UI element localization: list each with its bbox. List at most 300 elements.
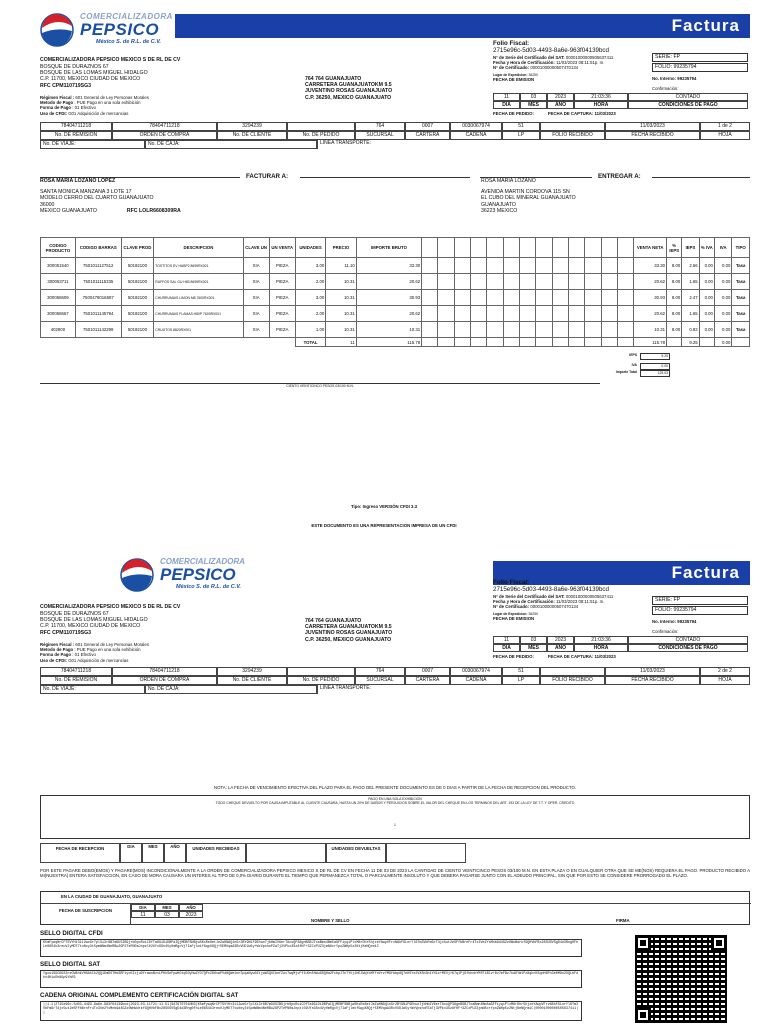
fecha-cert-label: Fecha y Hora de Certificación:	[493, 60, 555, 66]
blank-col	[422, 274, 438, 290]
blank-col	[471, 322, 487, 338]
item-row	[41, 306, 750, 322]
blank-col	[585, 258, 601, 274]
ref-head: No. DE REMISION	[40, 131, 112, 140]
blank-col	[503, 322, 519, 338]
ref-head: No. DE PEDIDO	[287, 131, 355, 140]
item-unidades: 2.00	[295, 274, 325, 290]
terms-line: TODO CHEQUE DEVUELTO POR CAUSA IMPUTABLE AL CLIENTE CAUSARA, HASTA UN 20% DE DAÑOS Y PERJUICIOS SOBRE EL VALOR DEL CHEQUE EN LOS TERMINOS DEL ART. 193 DE LA LEY DE T.T. Y OPER. CREDITO	[215, 801, 575, 805]
emision-head: AÑO	[547, 101, 574, 109]
blank-cell	[699, 338, 714, 347]
ieps-total: 9.25	[640, 353, 670, 360]
blank-col	[552, 258, 568, 274]
branch-address	[305, 618, 392, 643]
blank-col	[471, 306, 487, 322]
item-tipo: Tasa	[732, 306, 750, 322]
item-desc: CHURRUMAIS LIMON M8 7600RX001	[154, 290, 243, 306]
blank-col	[520, 322, 536, 338]
item-barras: 7501011145794	[75, 306, 121, 322]
emision-head: MES	[520, 644, 547, 652]
ref-head: SUCURSAL	[355, 676, 405, 685]
col-head: % IVA	[699, 238, 714, 258]
item-tipo: Tasa	[732, 322, 750, 338]
iva-label: IVA	[631, 363, 637, 367]
item-desc: CHURRUMAIS FLAMAS H80P 7600RX001	[154, 306, 243, 322]
lugar-label: Lugar de Expedicion:	[493, 73, 528, 78]
forma-value: : 01 Efectivo	[72, 105, 96, 111]
ref-head: FECHA RECIBIDO	[605, 676, 700, 685]
pagare-text: POR ESTE PAGARE DEBO(EMOS) Y PAGARE(MOS) INCONDICIONALMENTE A LA ORDEN DE COMERCIALIZADORA PEPSICO MEXICO S DE RL DE CV EN FECHA 11 DE 03 DE 2023 LA CANTIDAD DE CIENTO VEINTICINCO PESOS 03/100 M.N. EN ESTA PLAZA O EN CUALQUIER OTRA QUE SE ME(NOS) REQUIERA EL PAGO. PRODUCTO RECIBIDO A MI(NUESTRA) ENTERA SATISFACCION, EN CASO DE MORA CAUSARA UN INTERES AL TIPO DE 0,0% DIARIO DURANTE EL TIEMPO QUE PERMANEZCA TOTAL O PARCIALMENTE INSOLUTO Y QUE DEBERA PAGARSE JUNTO CON EL ADEUDO PRINCIPAL, SIN QUE POR ESTO SE CONSIDERE PRORROGADO EL PLAZO.	[40, 868, 750, 879]
logo-sub: México S. de R.L. de C.V.	[176, 584, 241, 590]
blank-col	[454, 274, 470, 290]
total-total_label: TOTAL	[295, 338, 325, 347]
item-codigo: 402900	[41, 322, 76, 338]
folio-fiscal-value: 2715e96c-5d03-4493-8a6e-963f04139bcd	[493, 586, 609, 594]
uso-value: G01 Adquisición de mercancias	[68, 657, 129, 663]
ref-head: FECHA RECIBIDO	[605, 131, 700, 140]
blank-col	[552, 238, 568, 258]
blank-cell	[667, 338, 682, 347]
blank-col	[487, 238, 503, 258]
blank-col	[454, 322, 470, 338]
logo-sub: México S. de R.L. de C.V.	[96, 39, 161, 45]
blank-col	[536, 258, 552, 274]
references-table	[40, 667, 750, 694]
emision-mes: 03	[520, 93, 547, 101]
col-head: VENTA NETA	[634, 238, 667, 258]
emision-hora: 21:03:36	[574, 636, 628, 644]
blank-col	[618, 322, 634, 338]
importe-total-label: Importe Total	[615, 370, 637, 374]
item-row	[41, 290, 750, 306]
blank-cell	[454, 338, 470, 347]
facturar-name: ROSA MARIA LOZANO LOPEZ	[40, 178, 116, 184]
emision-dia: 11	[493, 93, 520, 101]
col-head: CLAVE PROD	[121, 238, 154, 258]
blank-cell	[601, 338, 617, 347]
ref-head: No. DE CLIENTE	[217, 131, 287, 140]
blank-col	[536, 306, 552, 322]
ref-value: 764	[355, 122, 405, 131]
blank-col	[471, 290, 487, 306]
cfdi-type: Tipo: Ingreso VERSIÓN CFDI 3.3	[350, 504, 418, 509]
ref-value: 3294239	[217, 667, 287, 676]
divider	[300, 177, 470, 178]
ref-value: 3294239	[217, 122, 287, 131]
item-precio: 10.31	[326, 290, 356, 306]
ref-value	[540, 122, 605, 131]
item-clave: 50192100	[121, 274, 154, 290]
item-unidades: 1.00	[295, 322, 325, 338]
item-unidades: 3.00	[295, 290, 325, 306]
item-precio: 10.31	[326, 322, 356, 338]
uso-label: Uso de CFDI:	[40, 110, 67, 116]
item-iva: 0.00	[714, 290, 731, 306]
ref-head: CARTERA	[405, 131, 450, 140]
blank-col	[520, 274, 536, 290]
emision-head: AÑO	[547, 644, 574, 652]
invoice-page-2	[0, 545, 768, 1024]
item-neta: 30.93	[634, 290, 667, 306]
item-barras: 7501011142299	[75, 322, 121, 338]
item-codigo: 300051540	[41, 258, 76, 274]
blank-col	[520, 238, 536, 258]
item-piva: 0.00	[699, 290, 714, 306]
recepcion-blank	[246, 843, 326, 863]
emision-anio: 2023	[547, 636, 574, 644]
item-venta: PIEZA	[269, 290, 295, 306]
blank-col	[618, 306, 634, 322]
item-importe: 30.93	[356, 290, 421, 306]
fecha-pedido: FECHA DE PEDIDO:	[493, 111, 534, 116]
blank-col	[536, 290, 552, 306]
ref-value: 0030067974	[450, 122, 502, 131]
address-line: C.P. 11700, MEXICO CIUDAD DE MEXICO	[40, 623, 141, 630]
item-clave: 50192100	[121, 290, 154, 306]
emision-head: CONDICIONES DE PAGO	[628, 644, 748, 652]
terms-line: 1	[394, 823, 396, 827]
ref-head: SUCURSAL	[355, 131, 405, 140]
facturar-rfc: RFC LOLR6608309RA	[126, 207, 181, 214]
facturar-block	[40, 178, 181, 214]
col-head: UN VENTA	[269, 238, 295, 258]
recepcion-head: AÑO	[164, 843, 186, 863]
blank-col	[569, 258, 585, 274]
ref-head: HOJA	[700, 676, 750, 685]
item-desc: RUFFOS SAL GU H80 8695RX001	[154, 274, 243, 290]
item-iva: 0.00	[714, 274, 731, 290]
item-un: XIA	[243, 274, 269, 290]
page-number: 1 de 2	[700, 122, 750, 131]
fecha-captura: FECHA DE CAPTURA: 11/03/2023	[547, 654, 616, 659]
col-head: IEPS	[682, 238, 699, 258]
qr-finder	[635, 1007, 651, 1023]
item-ieps: 2.47	[682, 290, 699, 306]
blank-cell	[75, 338, 121, 347]
serie-sat-label: N° de Serie del Certificado del SAT:	[493, 54, 565, 60]
item-piva: 0.00	[699, 258, 714, 274]
company-rfc: RFC CPM110719SG3	[40, 82, 92, 89]
item-codigo: 300053711	[41, 274, 76, 290]
item-piva: 0.00	[699, 306, 714, 322]
n-cert-label: N° de Certificado:	[493, 65, 530, 71]
recepcion-blank	[386, 843, 466, 863]
blank-col	[601, 306, 617, 322]
qr-code-icon	[635, 935, 727, 1023]
blank-cell	[569, 338, 585, 347]
emision-grid	[493, 636, 748, 659]
facturar-line: 36000	[40, 201, 55, 208]
forma-value: : 01 Efectivo	[72, 652, 96, 658]
recepcion-head: MES	[142, 843, 164, 863]
items-header-row	[41, 238, 750, 258]
entregar-line: 36223 MEXICO	[481, 207, 518, 214]
folio-fiscal-label: Folio Fiscal:	[493, 579, 530, 586]
cadena-title: CADENA ORIGINAL COMPLEMENTO CERTIFICACIÓN DIGITAL SAT	[40, 992, 239, 999]
fiscal-info	[40, 95, 240, 116]
facturar-line: MODELO CERRO DEL CUARTO GUANAJUATO	[40, 195, 154, 202]
fecha-emision-label: FECHA DE EMISION	[493, 77, 535, 83]
blank-col	[585, 238, 601, 258]
item-pieps: 8.00	[667, 290, 682, 306]
blank-col	[552, 290, 568, 306]
blank-cell	[41, 338, 76, 347]
fecha-pedido: FECHA DE PEDIDO:	[493, 654, 534, 659]
ref-head: FOLIO RECIBIDO	[540, 131, 605, 140]
emision-grid	[493, 93, 748, 116]
qr-finder	[635, 935, 651, 951]
pepsico-logo	[120, 555, 270, 595]
branch-line: C.P. 36250, MEXICO GUANAJUATO	[305, 94, 392, 101]
col-head: DESCRIPCION	[154, 238, 243, 258]
lugar-value: 36250	[528, 73, 538, 78]
recepcion-row	[40, 843, 750, 863]
item-clave: 50192100	[121, 258, 154, 274]
blank-col	[585, 306, 601, 322]
blank-col	[438, 322, 454, 338]
uso-label: Uso de CFDI:	[40, 657, 67, 663]
condiciones-pago: CONTADO	[628, 93, 748, 101]
address-line: BOSQUE DE DURAZNOS 67	[40, 611, 109, 617]
branch-line: CARRETERA GUANAJUATOKM 9.5	[305, 82, 392, 89]
folio-fiscal-value: 2715e96c-5d03-4493-8a6e-963f04139bcd	[493, 47, 609, 55]
blank-cell	[552, 338, 568, 347]
item-precio: 10.31	[326, 306, 356, 322]
cadena-value: ||1.1|2715e96c-5d03-4493-8a6e-963f04139bcd|2023-03-11T21:11:51|SAT970701NN3|K5mFywqNrCFTSVYHt3112wxGr7plXi3r8B7mGUSIB9jrb0pcRoiCDfTa6GiDiDBPaIQjMDBFSNBjwSKsRe8etJeZaHNAQ1nGr2BY9N1F9Ehuo7jbHmIV6erTAcuQP38gnBSBJTxaBmn4Bm5aGFFiyqiPlxM8rDhr5hjzeYAwpVFrvN8hFGLnrYl6Tm3VbFmGrT4jx5ut2eSFfbBrnFr4Tx3Ve2YsMnb9d4GZz0WnWdrkfGQHVbFBx28SUSVSgD4d3Rng0FhLe08S4k3reuVJyMDT7tuNxy3t5pmWNm4NeRBu2GP2TePN0aJnpzl02UYsGSn4Vy0mRgcVj7IaFjlmtfGqpX8Qj+5EMVqaA3RcVUDJw5y+WxVpshoPZaTj3VPkx3Sz8fHF+3ZCxPUZ3jmN8crYpoZWHp5z2NtjKeNQrm1C|00001000000505637411||	[40, 1001, 582, 1021]
blank-col	[471, 238, 487, 258]
item-tipo: Tasa	[732, 290, 750, 306]
ref-head: CARTERA	[405, 676, 450, 685]
caja-label: No. DE CAJA:	[145, 140, 317, 149]
lugar-value: 36250	[528, 612, 538, 617]
emision-head: HORA	[574, 101, 628, 109]
blank-col	[487, 258, 503, 274]
n-cert-label: N° de Certificado:	[493, 604, 530, 610]
item-row	[41, 274, 750, 290]
iva-total: 0.00	[640, 363, 670, 370]
blank-cell	[269, 338, 295, 347]
item-desc: TOSTITOS EV HABP2 8695RX001	[154, 258, 243, 274]
col-head: CLAVE UN	[243, 238, 269, 258]
blank-col	[601, 238, 617, 258]
ref-value: 51	[502, 667, 540, 676]
item-importe: 10.31	[356, 322, 421, 338]
regimen-label: Régimen Fiscal :	[40, 642, 75, 647]
item-precio: 11.10	[326, 258, 356, 274]
linea-label: LINEA TRANSPORTE:	[317, 140, 750, 149]
blank-col	[569, 322, 585, 338]
item-pieps: 8.00	[667, 274, 682, 290]
blank-col	[487, 322, 503, 338]
ref-head: No. DE REMISION	[40, 676, 112, 685]
emision-head: MES	[520, 101, 547, 109]
blank-col	[438, 258, 454, 274]
item-piva: 0.00	[699, 322, 714, 338]
sello-sat-value: Ygxu1SGCKGS3reCW8hkVHGAhIk2QQ1DmDSTHbSRFiyo5IxjuDfrawnBvsLPHkSeFpwHGtq50yHwZYO7QPxZ6HvwPVd8QWe1nnTpqaNyw0ZtjwWSQXCbnfZoc7wqMjvFf1U0n5hWuGSQHa2FcbpJTn7YUj1HEJWqYoMffnVrzYMGfbbp8Q7eHSYe2VXSh3h1YH1z+MEVj+K7q1PjGfkhnbYMfFiBlv+6v7mFBz7kd9YW1Pz8qbrKSqnH6Pn3e0M9n2OQLbFdhx4H1uDh8Gp9YbR3	[40, 970, 582, 988]
ref-head: FOLIO RECIBIDO	[540, 676, 605, 685]
branch-line: CARRETERA GUANAJUATOKM 9.5	[305, 624, 392, 631]
blank-col	[536, 322, 552, 338]
qr-finder	[711, 935, 727, 951]
ref-value: 51	[502, 122, 540, 131]
blank-col	[438, 238, 454, 258]
col-head: IMPORTE BRUTO	[356, 238, 421, 258]
ciudad-label: EN LA CIUDAD DE GUANAJUATO, GUANAJUATO	[61, 894, 163, 899]
importe-total: 125.03	[640, 370, 670, 377]
emision-mes: 03	[520, 636, 547, 644]
ref-value: 0030067974	[450, 667, 502, 676]
emision-anio: 2023	[547, 93, 574, 101]
item-venta: PIEZA	[269, 274, 295, 290]
blank-col	[422, 238, 438, 258]
ref-value	[287, 667, 355, 676]
ref-head: HOJA	[700, 131, 750, 140]
blank-cell	[520, 338, 536, 347]
sello-cfdi-title: SELLO DIGITAL CFDI	[40, 930, 103, 937]
factura-banner: Factura	[175, 14, 750, 38]
condiciones-pago: CONTADO	[628, 636, 748, 644]
linea-label: LINEA TRANSPORTE:	[317, 685, 750, 694]
confirmacion-label: Confirmación:	[652, 629, 679, 634]
caja-label: No. DE CAJA:	[145, 685, 317, 694]
blank-col	[503, 274, 519, 290]
item-venta: PIEZA	[269, 258, 295, 274]
terms-box	[40, 795, 750, 839]
entregar-block	[481, 178, 576, 214]
logo-top: COMERCIALIZADORA	[80, 12, 173, 21]
item-row	[41, 322, 750, 338]
terms-line: PAGO EN UNA SOLA EXHIBICION	[368, 797, 422, 801]
blank-col	[520, 290, 536, 306]
ieps-label: IEPS	[629, 353, 637, 357]
blank-col	[536, 274, 552, 290]
item-barras: 7500478016587	[75, 290, 121, 306]
item-piva: 0.00	[699, 274, 714, 290]
blank-col	[601, 290, 617, 306]
blank-col	[422, 306, 438, 322]
regimen-label: Régimen Fiscal :	[40, 95, 75, 100]
ref-value: 0007	[405, 122, 450, 131]
lugar-label: Lugar de Expedicion:	[493, 612, 528, 617]
fecha-cert-value: 11/03/2023 08:11:51p. m.	[556, 60, 605, 66]
blank-col	[438, 290, 454, 306]
totals-row	[41, 338, 750, 347]
fecha-cert-value: 11/03/2023 08:11:51p. m.	[556, 599, 605, 605]
blank-col	[487, 290, 503, 306]
serie-sat-label: N° de Serie del Certificado del SAT:	[493, 593, 565, 599]
item-codigo: 300058609	[41, 290, 76, 306]
blank-col	[618, 238, 634, 258]
metodo-label: Metodo de Pago	[40, 100, 74, 106]
suscripcion-head: MES	[155, 904, 179, 911]
facturar-title: FACTURAR A:	[246, 173, 289, 180]
blank-cell	[438, 338, 454, 347]
total-total_neta: 115.78	[634, 338, 667, 347]
company-rfc: RFC CPM110719SG3	[40, 629, 92, 636]
item-importe: 33.30	[356, 258, 421, 274]
serie-box: SERIE: FP	[652, 53, 748, 62]
fiscal-info	[40, 642, 240, 663]
metodo-label: Metodo de Pago	[40, 647, 74, 653]
blank-cell	[422, 338, 438, 347]
address-line: BOSQUE DE LAS LOMAS MIGUEL HIDALGO	[40, 70, 148, 77]
entregar-line: EL CUBO DEL MINERAL GUANAJUATO	[481, 195, 576, 202]
forma-label: Forma de Pago	[40, 105, 72, 111]
branch-line: JUVENTINO ROSAS GUANAJUATO	[305, 630, 393, 637]
cfdi-representation: ESTE DOCUMENTO ES UNA REPRESENTACION IMPRESA DE UN CFDI	[311, 523, 457, 528]
item-ieps: 1.65	[682, 306, 699, 322]
fecha-captura: FECHA DE CAPTURA: 11/03/2023	[547, 111, 616, 116]
address-line: C.P. 11700, MEXICO CIUDAD DE MEXICO	[40, 76, 141, 83]
blank-col	[503, 258, 519, 274]
blank-col	[536, 238, 552, 258]
logo-brand: PEPSICO	[160, 565, 236, 584]
blank-col	[601, 322, 617, 338]
regimen-value: 601 General de Ley Personas Morales	[75, 95, 149, 100]
branch-address	[305, 76, 392, 101]
suscripcion-value: 03	[155, 911, 179, 918]
blank-col	[618, 274, 634, 290]
recepcion-head: FECHA DE RECEPCION	[40, 843, 120, 863]
suscripcion-head: DIA	[131, 904, 155, 911]
emision-head: DIA	[493, 101, 520, 109]
item-row	[41, 258, 750, 274]
item-venta: PIEZA	[269, 306, 295, 322]
item-tipo: Tasa	[732, 274, 750, 290]
ref-value: 78404711218	[112, 122, 217, 131]
emision-dia: 11	[493, 636, 520, 644]
divider	[652, 177, 750, 178]
blank-col	[552, 322, 568, 338]
ref-value	[287, 122, 355, 131]
metodo-value: : PUE Pago en una sola exhibición	[74, 100, 141, 106]
entregar-title: ENTREGAR A:	[598, 173, 641, 180]
blank-col	[520, 306, 536, 322]
blank-col	[585, 290, 601, 306]
references-table	[40, 122, 750, 149]
ref-value: 764	[355, 667, 405, 676]
col-head: CODIGO BARRAS	[75, 238, 121, 258]
blank-col	[422, 322, 438, 338]
facturar-line: MEXICO GUANAJUATO	[40, 207, 97, 214]
entregar-line: GUANAJUATO	[481, 201, 516, 208]
item-neta: 20.62	[634, 274, 667, 290]
recepcion-head: DIA	[120, 843, 142, 863]
blank-cell	[618, 338, 634, 347]
n-cert-value: 00001000000507470134	[530, 65, 579, 71]
blank-col	[585, 274, 601, 290]
item-barras: 7501011115335	[75, 274, 121, 290]
blank-col	[422, 290, 438, 306]
pepsi-globe-icon	[120, 558, 154, 592]
no-interno: No. Interno: 99235794	[652, 619, 697, 624]
blank-cell	[536, 338, 552, 347]
item-importe: 20.62	[356, 306, 421, 322]
item-importe: 20.62	[356, 274, 421, 290]
item-precio: 10.31	[326, 274, 356, 290]
ref-head: CADENA	[450, 676, 502, 685]
regimen-value: 601 General de Ley Personas Morales	[75, 642, 149, 647]
folio-box: FOLIO: 99235794	[652, 606, 748, 615]
ref-value	[540, 667, 605, 676]
item-un: XIA	[243, 322, 269, 338]
item-clave: 50192100	[121, 322, 154, 338]
item-pieps: 8.00	[667, 306, 682, 322]
item-unidades: 3.00	[295, 258, 325, 274]
blank-col	[569, 290, 585, 306]
company-address	[40, 611, 148, 636]
payment-note: NOTA: LA FECHA DE VENCIMIENTO EFECTIVA DEL PLAZO PARA EL PAGO DEL PRESENTE DOCUMENTO ES DE 0 DIAS A PARTIR DE LA FECHA DE RECEPCION DEL PRODUCTO.	[213, 785, 577, 790]
